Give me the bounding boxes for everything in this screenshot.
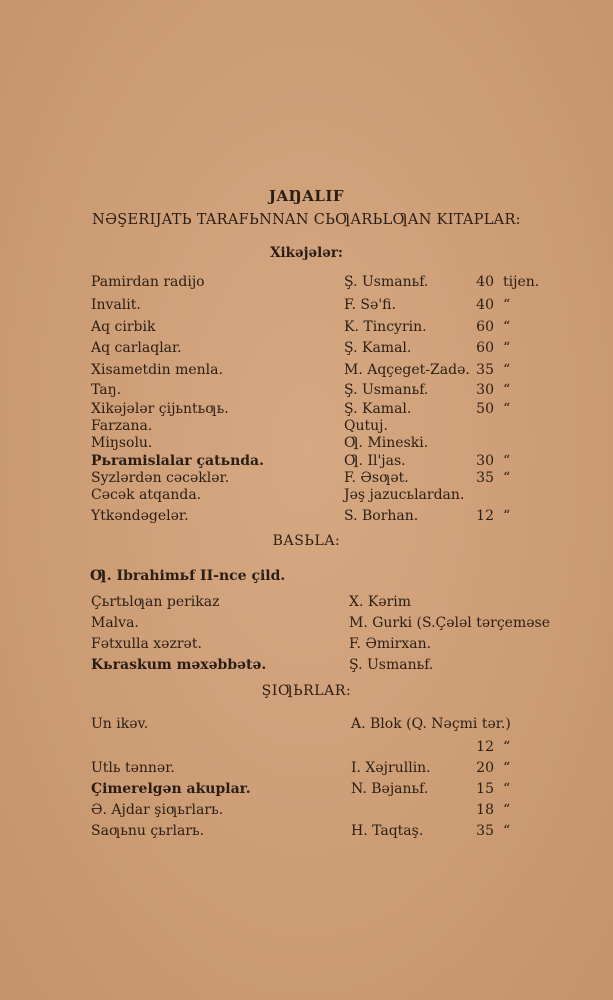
catalog-heading: NƏŞERIJATЬ TARAFЬNNAN CЬƢARЬLƢAN KITAPLAR: — [92, 212, 521, 228]
book-author: I. Xəjrullin. — [351, 760, 431, 776]
price-unit: “ — [503, 382, 511, 398]
section-heading-printing: BASЬLA: — [272, 533, 341, 549]
book-author: F. Əmirxan. — [349, 636, 432, 652]
book-price: 35 — [476, 823, 494, 839]
price-unit: “ — [503, 802, 511, 818]
book-author: K. Tincyrin. — [344, 319, 427, 335]
book-title: Cəcək atqanda. — [91, 487, 202, 503]
price-unit: “ — [503, 508, 511, 524]
list-item — [0, 297, 613, 317]
book-price: 40 — [476, 274, 494, 290]
book-price: 30 — [476, 382, 494, 398]
book-price: 20 — [476, 760, 494, 776]
list-item — [0, 802, 613, 822]
book-price: 15 — [476, 781, 494, 797]
book-title: Çimerelgən akuplar. — [91, 781, 251, 797]
book-title: Invalit. — [91, 297, 141, 313]
list-item — [0, 487, 613, 507]
book-title: Aq cirbik — [91, 319, 156, 335]
book-title: Saƣьnu çьrlarь. — [91, 823, 205, 839]
book-title: Malva. — [91, 615, 139, 631]
book-author: Ş. Kamal. — [344, 340, 412, 356]
book-author: A. Blok (Q. Nəçmi tər.) — [351, 716, 511, 732]
book-author: M. Gurki (S.Çələl tərçeməse — [349, 615, 550, 631]
book-author: F. Sə'fi. — [344, 297, 396, 313]
list-item — [0, 508, 613, 528]
list-item — [0, 340, 613, 360]
price-unit: “ — [503, 781, 511, 797]
price-unit: “ — [503, 453, 511, 469]
publisher-name: JAŊALIF — [268, 187, 345, 205]
price-unit: “ — [503, 401, 511, 417]
book-price: 50 — [476, 401, 494, 417]
book-title: Utlь tənnər. — [91, 760, 175, 776]
list-item — [0, 435, 613, 455]
book-author: Ş. Kamal. — [344, 401, 412, 417]
price-unit: “ — [503, 362, 511, 378]
book-price: 12 — [476, 739, 494, 755]
book-author: M. Aqçeget-Zadə. — [344, 362, 470, 378]
price-unit: “ — [503, 319, 511, 335]
book-title: Syzlərdən cəcəklər. — [91, 470, 230, 486]
book-title: Un ikəv. — [91, 716, 149, 732]
book-title: Pьramislalar çatьnda. — [91, 453, 264, 469]
list-item — [0, 636, 613, 656]
book-price: 60 — [476, 319, 494, 335]
book-author: S. Borhan. — [344, 508, 419, 524]
price-unit: “ — [503, 340, 511, 356]
book-price: 35 — [476, 362, 494, 378]
book-price: 18 — [476, 802, 494, 818]
book-title: Farzana. — [91, 418, 153, 434]
section-heading-stories: Xikəjələr: — [270, 245, 343, 261]
book-title: Taŋ. — [91, 382, 122, 398]
list-item — [0, 716, 613, 736]
book-price: 12 — [476, 508, 494, 524]
book-author: X. Kərim — [349, 594, 412, 610]
book-author: Ş. Usmanьf. — [349, 657, 434, 673]
book-author: Ş. Usmanьf. — [344, 382, 429, 398]
book-title: Miŋsolu. — [91, 435, 153, 451]
book-author: H. Taqtaş. — [351, 823, 424, 839]
list-item — [0, 615, 613, 635]
book-author: Qutuj. — [344, 418, 388, 434]
list-item — [0, 823, 613, 843]
list-item — [0, 319, 613, 339]
book-price: 40 — [476, 297, 494, 313]
book-title: Ə. Ajdar şiƣьrlarь. — [91, 802, 224, 818]
book-author: Ş. Usmanьf. — [344, 274, 429, 290]
list-item — [0, 382, 613, 402]
book-author: N. Bəjanьf. — [351, 781, 429, 797]
book-title: Kьraskum məxəbbətə. — [91, 657, 267, 673]
price-unit: tijen. — [503, 274, 540, 290]
list-item — [0, 362, 613, 382]
book-author: F. Əsƣət. — [344, 470, 409, 486]
book-price: 30 — [476, 453, 494, 469]
price-unit: “ — [503, 739, 511, 755]
book-price: 60 — [476, 340, 494, 356]
book-title: Çьrtьlƣan perikaz — [91, 594, 220, 610]
price-unit: “ — [503, 760, 511, 776]
book-title: Aq carlaqlar. — [91, 340, 182, 356]
book-author: Ƣ. Il'jas. — [344, 453, 406, 469]
list-item — [0, 760, 613, 780]
list-item — [0, 594, 613, 614]
price-unit: “ — [503, 470, 511, 486]
section-heading-poems: ŞIƢЬRLAR: — [261, 683, 352, 699]
book-author: Jəş jazucьlardan. — [344, 487, 465, 503]
list-item — [0, 274, 613, 294]
book-title: Fətxulla xəzrət. — [91, 636, 202, 652]
book-author: Ƣ. Mineski. — [344, 435, 429, 451]
list-item — [0, 657, 613, 677]
price-unit: “ — [503, 297, 511, 313]
book-title: Xisametdin menla. — [91, 362, 223, 378]
book-price: 35 — [476, 470, 494, 486]
book-title: Ytkəndəgelər. — [91, 508, 189, 524]
book-title: Xikəjələr çijьntьƣь. — [91, 401, 229, 417]
list-item — [0, 781, 613, 801]
section-lead-title: Ƣ. Ibrahimьf II-nce çild. — [90, 568, 286, 584]
list-item — [0, 739, 613, 759]
book-title: Pamirdan radijo — [91, 274, 205, 290]
price-unit: “ — [503, 823, 511, 839]
